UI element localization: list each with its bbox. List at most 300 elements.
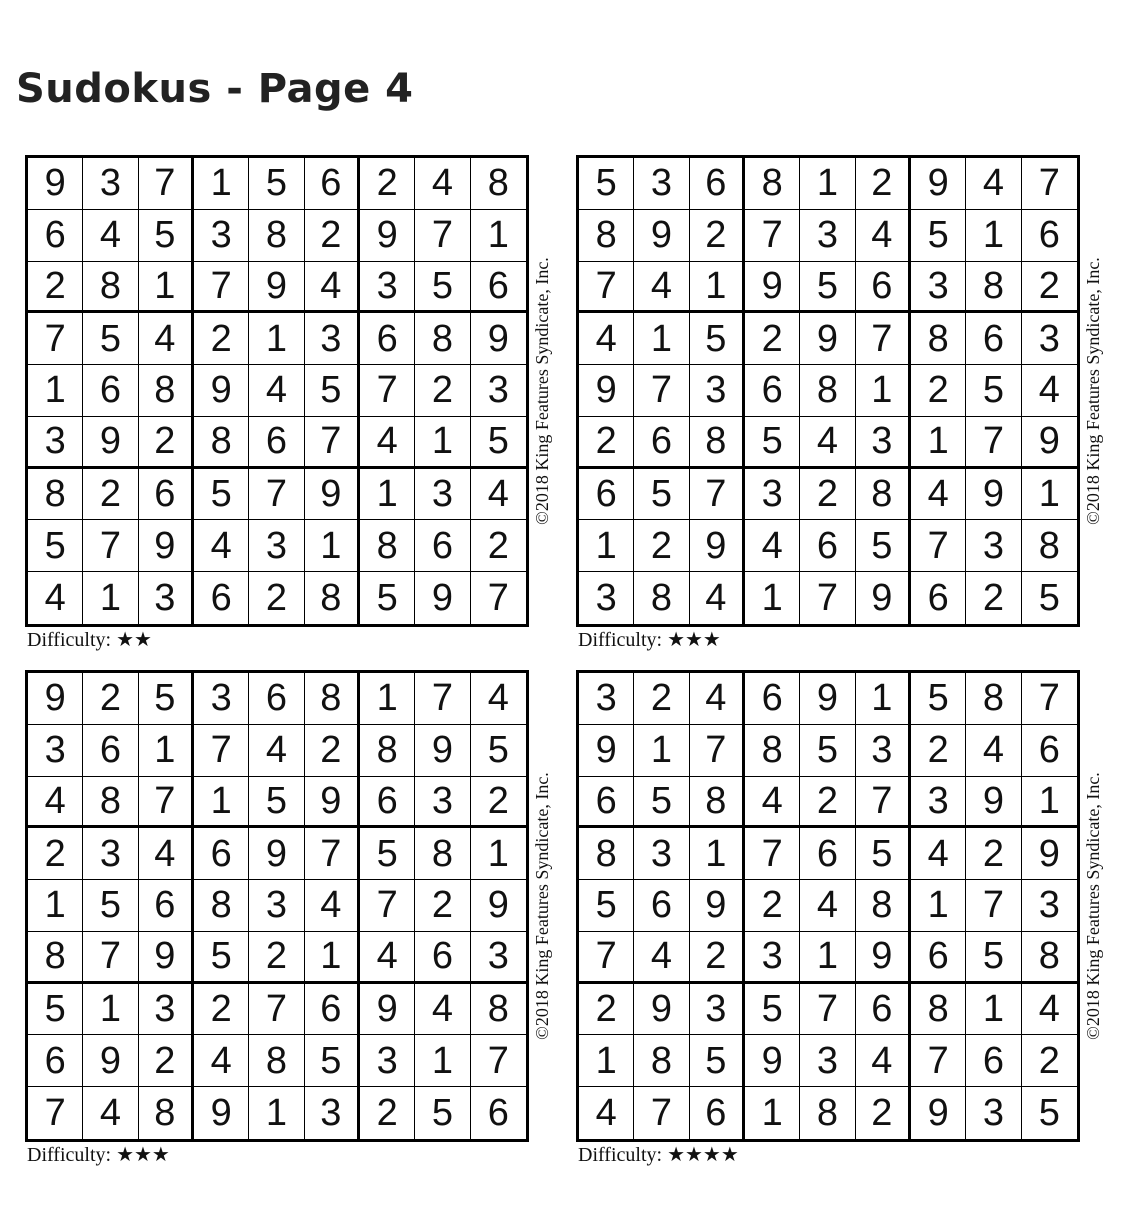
sudoku-cell: 2 (911, 725, 966, 777)
sudoku-cell: 2 (634, 520, 689, 572)
sudoku-cell: 4 (83, 210, 138, 262)
sudoku-cell: 3 (249, 880, 304, 932)
sudoku-cell: 8 (745, 725, 800, 777)
sudoku-cell: 1 (194, 158, 249, 210)
sudoku-cell: 4 (360, 932, 415, 984)
sudoku-cell: 8 (249, 1035, 304, 1087)
sudoku-cell: 4 (579, 1087, 634, 1139)
sudoku-cell: 9 (745, 1035, 800, 1087)
sudoku-cell: 4 (966, 725, 1021, 777)
sudoku-cell: 8 (690, 777, 745, 829)
sudoku-cell: 8 (360, 725, 415, 777)
sudoku-cell: 7 (83, 520, 138, 572)
sudoku-cell: 1 (745, 1087, 800, 1139)
sudoku-cell: 6 (856, 984, 911, 1036)
sudoku-cell: 5 (579, 158, 634, 210)
sudoku-cell: 5 (911, 210, 966, 262)
sudoku-cell: 4 (28, 572, 83, 624)
sudoku-grid (25, 670, 529, 1142)
sudoku-cell: 1 (800, 158, 855, 210)
sudoku-cell: 8 (139, 365, 194, 417)
sudoku-cell: 3 (360, 1035, 415, 1087)
sudoku-cell: 1 (966, 210, 1021, 262)
sudoku-cell: 7 (487, 577, 509, 620)
sudoku-cell: 3 (83, 158, 138, 210)
sudoku-cell: 1 (579, 520, 634, 572)
sudoku-cell: 7 (139, 777, 194, 829)
sudoku-cell: 3 (745, 932, 800, 984)
sudoku-cell: 8 (966, 673, 1021, 725)
sudoku-cell: 5 (360, 572, 415, 624)
sudoku-cell: 1 (83, 572, 138, 624)
sudoku-cell: 7 (28, 1087, 83, 1139)
difficulty-label: Difficulty: ★★★★ (578, 1144, 739, 1166)
sudoku-cell: 4 (305, 262, 360, 314)
sudoku-cell: 9 (745, 262, 800, 314)
sudoku-cell: 8 (745, 158, 800, 210)
sudoku-cell: 5 (690, 313, 745, 365)
sudoku-cell: 4 (1022, 984, 1077, 1036)
sudoku-cell: 6 (415, 520, 470, 572)
page-title: Sudokus - Page 4 (16, 66, 414, 112)
sudoku-cell: 6 (856, 262, 911, 314)
sudoku-cell: 7 (415, 210, 470, 262)
sudoku-cell: 5 (856, 520, 911, 572)
sudoku-cell: 3 (800, 210, 855, 262)
sudoku-cell: 9 (966, 469, 1021, 521)
sudoku-cell: 8 (634, 572, 689, 624)
sudoku-cell: 8 (856, 469, 911, 521)
sudoku-cell: 5 (83, 880, 138, 932)
sudoku-cell: 9 (471, 880, 526, 932)
sudoku-cell: 8 (1022, 520, 1077, 572)
sudoku-cell: 9 (800, 673, 855, 725)
sudoku-cell: 6 (415, 932, 470, 984)
sudoku-cell: 5 (745, 417, 800, 469)
sudoku-cell: 8 (139, 1087, 194, 1139)
sudoku-cell: 2 (194, 313, 249, 365)
difficulty-label: Difficulty: ★★★ (578, 629, 721, 651)
sudoku-cell: 1 (634, 313, 689, 365)
sudoku-cell: 3 (634, 828, 689, 880)
sudoku-cell: 4 (139, 313, 194, 365)
sudoku-cell: 4 (471, 673, 526, 725)
sudoku-cell: 7 (634, 1087, 689, 1139)
difficulty-label: Difficulty: ★★ (27, 629, 152, 651)
sudoku-cell: 3 (471, 932, 526, 984)
sudoku-cell: 9 (1022, 828, 1077, 880)
sudoku-cell: 1 (856, 365, 911, 417)
sudoku-cell: 5 (745, 984, 800, 1036)
sudoku-cell: 7 (856, 777, 911, 829)
sudoku-cell: 7 (249, 469, 304, 521)
sudoku-cell: 7 (634, 365, 689, 417)
sudoku-cell: 8 (911, 313, 966, 365)
sudoku-cell: 6 (1022, 210, 1077, 262)
sudoku-cell: 1 (800, 932, 855, 984)
sudoku-cell: 2 (690, 932, 745, 984)
sudoku-cell: 2 (249, 932, 304, 984)
sudoku-cell: 1 (911, 880, 966, 932)
sudoku-cell: 2 (690, 210, 745, 262)
sudoku-cell: 8 (28, 932, 83, 984)
sudoku-cell: 2 (415, 880, 470, 932)
sudoku-cell: 5 (471, 417, 526, 469)
sudoku-cell: 8 (579, 828, 634, 880)
sudoku-cell: 5 (800, 725, 855, 777)
sudoku-cell: 5 (249, 777, 304, 829)
sudoku-cell: 6 (305, 984, 360, 1036)
sudoku-cell: 5 (305, 1035, 360, 1087)
sudoku-puzzle-4 (576, 670, 1116, 1190)
sudoku-cell: 7 (745, 828, 800, 880)
sudoku-cell: 5 (966, 932, 1021, 984)
sudoku-cell: 6 (911, 932, 966, 984)
sudoku-cell: 5 (83, 313, 138, 365)
sudoku-cell: 6 (579, 777, 634, 829)
sudoku-cell: 6 (800, 828, 855, 880)
sudoku-cell: 4 (28, 777, 83, 829)
sudoku-cell: 5 (28, 984, 83, 1036)
sudoku-cell: 9 (249, 828, 304, 880)
sudoku-cell: 7 (194, 725, 249, 777)
sudoku-cell: 4 (305, 880, 360, 932)
sudoku-cell: 6 (471, 262, 526, 314)
sudoku-cell: 3 (1022, 880, 1077, 932)
sudoku-cell: 5 (194, 932, 249, 984)
sudoku-cell: 6 (745, 365, 800, 417)
sudoku-cell: 9 (634, 984, 689, 1036)
sudoku-cell: 6 (634, 880, 689, 932)
sudoku-cell: 3 (194, 673, 249, 725)
sudoku-cell: 6 (194, 828, 249, 880)
sudoku-cell: 8 (1022, 932, 1077, 984)
copyright-notice: ©2018 King Features Syndicate, Inc. (1082, 257, 1103, 525)
sudoku-cell: 1 (360, 673, 415, 725)
sudoku-cell: 7 (194, 262, 249, 314)
sudoku-cell: 3 (634, 158, 689, 210)
sudoku-cell: 4 (634, 262, 689, 314)
sudoku-cell: 7 (579, 932, 634, 984)
sudoku-cell: 1 (28, 880, 83, 932)
sudoku-cell: 3 (856, 725, 911, 777)
sudoku-cell: 3 (690, 984, 745, 1036)
sudoku-cell: 1 (1022, 469, 1077, 521)
sudoku-cell: 7 (305, 828, 360, 880)
sudoku-cell: 3 (83, 828, 138, 880)
sudoku-cell: 2 (800, 469, 855, 521)
sudoku-cell: 9 (28, 673, 83, 725)
sudoku-cell: 1 (305, 520, 360, 572)
sudoku-cell: 6 (800, 520, 855, 572)
sudoku-grid (25, 155, 529, 627)
sudoku-cell: 4 (249, 725, 304, 777)
sudoku-cell: 2 (415, 365, 470, 417)
sudoku-cell: 3 (139, 984, 194, 1036)
sudoku-cell: 3 (1022, 313, 1077, 365)
sudoku-cell: 5 (856, 828, 911, 880)
sudoku-cell: 1 (690, 262, 745, 314)
sudoku-cell: 2 (83, 469, 138, 521)
sudoku-cell: 6 (28, 1035, 83, 1087)
sudoku-cell: 1 (194, 777, 249, 829)
sudoku-cell: 6 (305, 158, 360, 210)
sudoku-cell: 8 (249, 210, 304, 262)
sudoku-cell: 8 (360, 520, 415, 572)
sudoku-cell: 1 (139, 725, 194, 777)
sudoku-cell: 9 (966, 777, 1021, 829)
sudoku-cell: 5 (966, 365, 1021, 417)
sudoku-cell: 6 (1022, 725, 1077, 777)
sudoku-cell: 8 (690, 417, 745, 469)
sudoku-cell: 5 (634, 469, 689, 521)
sudoku-cell: 2 (1022, 1035, 1077, 1087)
sudoku-cell: 5 (911, 673, 966, 725)
sudoku-cell: 4 (194, 520, 249, 572)
sudoku-cell: 8 (305, 572, 360, 624)
sudoku-puzzle-2 (576, 155, 1116, 675)
sudoku-cell: 6 (249, 673, 304, 725)
sudoku-cell: 8 (856, 880, 911, 932)
sudoku-cell: 1 (28, 365, 83, 417)
sudoku-cell: 9 (415, 725, 470, 777)
sudoku-cell: 4 (1022, 365, 1077, 417)
sudoku-cell: 9 (305, 469, 360, 521)
sudoku-cell: 8 (911, 984, 966, 1036)
sudoku-cell: 6 (911, 572, 966, 624)
sudoku-cell: 2 (83, 673, 138, 725)
sudoku-cell: 2 (139, 1035, 194, 1087)
sudoku-cell: 2 (856, 158, 911, 210)
difficulty-label: Difficulty: ★★★ (27, 1144, 170, 1166)
sudoku-cell: 3 (911, 262, 966, 314)
sudoku-cell: 4 (415, 158, 470, 210)
sudoku-cell: 7 (28, 313, 83, 365)
sudoku-cell: 3 (28, 725, 83, 777)
sudoku-cell: 2 (1022, 262, 1077, 314)
sudoku-cell: 7 (1022, 158, 1077, 210)
sudoku-cell: 9 (305, 777, 360, 829)
sudoku-cell: 9 (690, 520, 745, 572)
sudoku-cell: 7 (360, 880, 415, 932)
sudoku-cell: 4 (800, 417, 855, 469)
sudoku-cell: 2 (139, 417, 194, 469)
sudoku-cell: 7 (83, 932, 138, 984)
sudoku-cell: 5 (471, 725, 526, 777)
sudoku-cell: 9 (856, 572, 911, 624)
sudoku-cell: 6 (745, 673, 800, 725)
sudoku-cell: 1 (634, 725, 689, 777)
sudoku-cell: 2 (360, 1087, 415, 1139)
sudoku-cell: 6 (966, 1035, 1021, 1087)
sudoku-cell: 3 (249, 520, 304, 572)
sudoku-cell: 9 (360, 210, 415, 262)
sudoku-cell: 4 (579, 313, 634, 365)
sudoku-cell: 7 (360, 365, 415, 417)
sudoku-cell: 8 (415, 828, 470, 880)
sudoku-cell: 1 (745, 572, 800, 624)
sudoku-cell: 6 (83, 725, 138, 777)
sudoku-cell: 7 (911, 1035, 966, 1087)
sudoku-cell: 5 (360, 828, 415, 880)
sudoku-cell: 5 (194, 469, 249, 521)
sudoku-cell: 9 (83, 417, 138, 469)
sudoku-cell: 5 (634, 777, 689, 829)
sudoku-cell: 7 (305, 417, 360, 469)
sudoku-cell: 5 (579, 880, 634, 932)
sudoku-cell: 3 (579, 572, 634, 624)
sudoku-cell: 4 (471, 469, 526, 521)
sudoku-cell: 5 (1038, 1092, 1060, 1135)
sudoku-cell: 3 (579, 673, 634, 725)
sudoku-cell: 1 (305, 932, 360, 984)
sudoku-cell: 7 (856, 313, 911, 365)
sudoku-cell: 9 (83, 1035, 138, 1087)
sudoku-cell: 2 (305, 725, 360, 777)
sudoku-cell: 2 (634, 673, 689, 725)
sudoku-grid (576, 670, 1080, 1142)
sudoku-cell: 8 (83, 777, 138, 829)
sudoku-cell: 7 (911, 520, 966, 572)
sudoku-cell: 5 (249, 158, 304, 210)
sudoku-cell: 4 (360, 417, 415, 469)
sudoku-cell: 1 (415, 417, 470, 469)
sudoku-cell: 9 (579, 365, 634, 417)
copyright-notice: ©2018 King Features Syndicate, Inc. (531, 257, 552, 525)
sudoku-cell: 5 (305, 365, 360, 417)
sudoku-cell: 7 (471, 1035, 526, 1087)
sudoku-cell: 9 (415, 572, 470, 624)
sudoku-cell: 3 (745, 469, 800, 521)
sudoku-grid (576, 155, 1080, 627)
sudoku-cell: 4 (911, 469, 966, 521)
sudoku-cell: 2 (856, 1087, 911, 1139)
sudoku-cell: 5 (415, 262, 470, 314)
sudoku-cell: 3 (911, 777, 966, 829)
sudoku-cell: 4 (194, 1035, 249, 1087)
sudoku-cell: 1 (856, 673, 911, 725)
sudoku-cell: 2 (745, 880, 800, 932)
sudoku-cell: 8 (28, 469, 83, 521)
sudoku-cell: 2 (911, 365, 966, 417)
sudoku-cell: 4 (139, 828, 194, 880)
sudoku-cell: 3 (415, 469, 470, 521)
sudoku-cell: 1 (579, 1035, 634, 1087)
sudoku-cell: 5 (28, 520, 83, 572)
sudoku-cell: 2 (305, 210, 360, 262)
sudoku-cell: 2 (579, 417, 634, 469)
sudoku-cell: 9 (471, 313, 526, 365)
sudoku-cell: 4 (415, 984, 470, 1036)
sudoku-cell: 8 (966, 262, 1021, 314)
sudoku-cell: 7 (966, 880, 1021, 932)
sudoku-cell: 6 (487, 1092, 509, 1135)
sudoku-cell: 5 (415, 1087, 470, 1139)
sudoku-cell: 7 (415, 673, 470, 725)
sudoku-cell: 9 (800, 313, 855, 365)
sudoku-cell: 3 (360, 262, 415, 314)
sudoku-cell: 9 (28, 158, 83, 210)
sudoku-cell: 7 (579, 262, 634, 314)
sudoku-cell: 2 (471, 777, 526, 829)
sudoku-cell: 2 (249, 572, 304, 624)
sudoku-cell: 2 (966, 572, 1021, 624)
sudoku-cell: 8 (194, 880, 249, 932)
sudoku-cell: 3 (139, 572, 194, 624)
sudoku-cell: 6 (360, 313, 415, 365)
sudoku-cell: 9 (194, 365, 249, 417)
sudoku-cell: 7 (966, 417, 1021, 469)
sudoku-cell: 7 (139, 158, 194, 210)
sudoku-cell: 5 (139, 210, 194, 262)
sudoku-cell: 6 (83, 365, 138, 417)
sudoku-puzzle-3 (25, 670, 565, 1190)
sudoku-cell: 4 (83, 1087, 138, 1139)
sudoku-cell: 3 (856, 417, 911, 469)
sudoku-cell: 2 (28, 828, 83, 880)
sudoku-cell: 9 (911, 158, 966, 210)
sudoku-cell: 1 (911, 417, 966, 469)
sudoku-cell: 2 (966, 828, 1021, 880)
sudoku-cell: 9 (690, 880, 745, 932)
sudoku-cell: 5 (800, 262, 855, 314)
sudoku-cell: 4 (856, 210, 911, 262)
sudoku-cell: 2 (800, 777, 855, 829)
sudoku-cell: 3 (305, 1087, 360, 1139)
sudoku-cell: 9 (579, 725, 634, 777)
sudoku-cell: 3 (305, 313, 360, 365)
sudoku-cell: 4 (690, 673, 745, 725)
sudoku-cell: 9 (139, 932, 194, 984)
sudoku-cell: 1 (249, 1087, 304, 1139)
sudoku-cell: 4 (634, 932, 689, 984)
sudoku-cell: 8 (471, 984, 526, 1036)
sudoku-cell: 6 (690, 158, 745, 210)
sudoku-cell: 1 (360, 469, 415, 521)
sudoku-cell: 4 (249, 365, 304, 417)
sudoku-cell: 8 (194, 417, 249, 469)
sudoku-cell: 6 (28, 210, 83, 262)
sudoku-cell: 3 (800, 1035, 855, 1087)
sudoku-cell: 4 (745, 777, 800, 829)
sudoku-cell: 9 (194, 1087, 249, 1139)
sudoku-cell: 1 (139, 262, 194, 314)
sudoku-cell: 9 (1022, 417, 1077, 469)
sudoku-cell: 8 (634, 1035, 689, 1087)
sudoku-cell: 8 (800, 365, 855, 417)
sudoku-cell: 3 (966, 1087, 1021, 1139)
sudoku-cell: 5 (690, 1035, 745, 1087)
sudoku-cell: 7 (690, 725, 745, 777)
sudoku-cell: 2 (579, 984, 634, 1036)
sudoku-cell: 5 (1038, 577, 1060, 620)
sudoku-cell: 6 (690, 1087, 745, 1139)
sudoku-cell: 3 (194, 210, 249, 262)
sudoku-cell: 1 (966, 984, 1021, 1036)
sudoku-puzzle-1 (25, 155, 565, 675)
sudoku-cell: 4 (856, 1035, 911, 1087)
sudoku-cell: 5 (139, 673, 194, 725)
sudoku-cell: 9 (249, 262, 304, 314)
sudoku-cell: 2 (360, 158, 415, 210)
sudoku-cell: 6 (194, 572, 249, 624)
sudoku-cell: 9 (634, 210, 689, 262)
sudoku-cell: 7 (800, 572, 855, 624)
sudoku-cell: 7 (1022, 673, 1077, 725)
sudoku-cell: 1 (471, 210, 526, 262)
sudoku-cell: 8 (415, 313, 470, 365)
sudoku-cell: 7 (690, 469, 745, 521)
